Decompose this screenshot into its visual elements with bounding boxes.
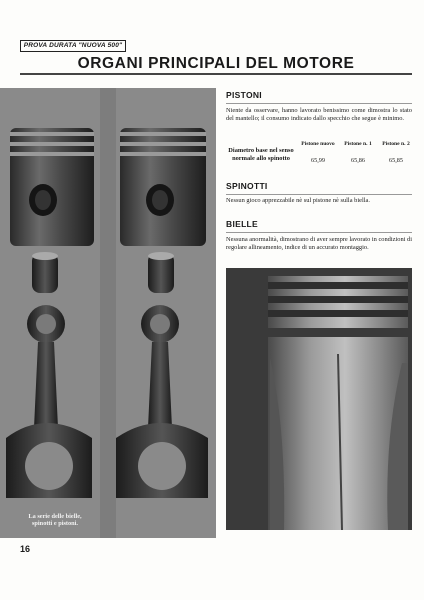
left-piston xyxy=(10,128,94,246)
section-heading-spinotti: SPINOTTI xyxy=(226,181,268,191)
photo-caption: La serie delle bielle, spinotti e pistoni. xyxy=(28,513,82,527)
page-title: ORGANI PRINCIPALI DEL MOTORE xyxy=(77,55,355,72)
page-number: 16 xyxy=(20,544,31,554)
section-heading-pistoni: PISTONI xyxy=(226,90,262,100)
section-text-bielle: Nessuna anormalità, dimostrano di aver sempre lavorato in condizioni di regolare allineamento, indice di un accurato montaggio. xyxy=(226,236,412,252)
spec-row-label: Diametro base nel senso normale allo spinotto xyxy=(228,147,294,162)
spec-column-piston-2 xyxy=(378,141,414,164)
spec-column-new-piston xyxy=(300,141,336,164)
section-text-pistoni: Niente da osservare, hanno lavorato benissimo come dimostra lo stato del mantello; il consumo indicato dallo specchio che segue è minimo. xyxy=(226,107,412,123)
spec-col-value: 65,86 xyxy=(351,157,365,164)
left-piston-pin xyxy=(32,252,58,293)
spec-col-value: 65,99 xyxy=(311,157,325,164)
header-band-label: PROVA DURATA "NUOVA 500" xyxy=(20,40,126,52)
right-piston-pin xyxy=(148,252,174,293)
spec-col-header: Pistone n. 1 xyxy=(344,141,372,147)
spec-column-piston-1 xyxy=(340,141,376,164)
spec-col-header: Pistone n. 2 xyxy=(382,141,410,147)
section-heading-bielle: BIELLE xyxy=(226,219,259,229)
section-text-spinotti: Nessun gioco apprezzabile nè sul pistone nè sulla biella. xyxy=(226,197,370,204)
pistons-rods-photo xyxy=(0,88,216,538)
piston-closeup-photo xyxy=(226,268,412,530)
spec-col-header: Pistone nuovo xyxy=(301,141,335,147)
piston-closeup-illustration xyxy=(226,268,412,530)
spec-col-value: 65,85 xyxy=(389,157,403,164)
right-piston xyxy=(120,128,206,246)
title-rule xyxy=(20,73,412,75)
pistons-rods-illustration xyxy=(0,88,216,538)
